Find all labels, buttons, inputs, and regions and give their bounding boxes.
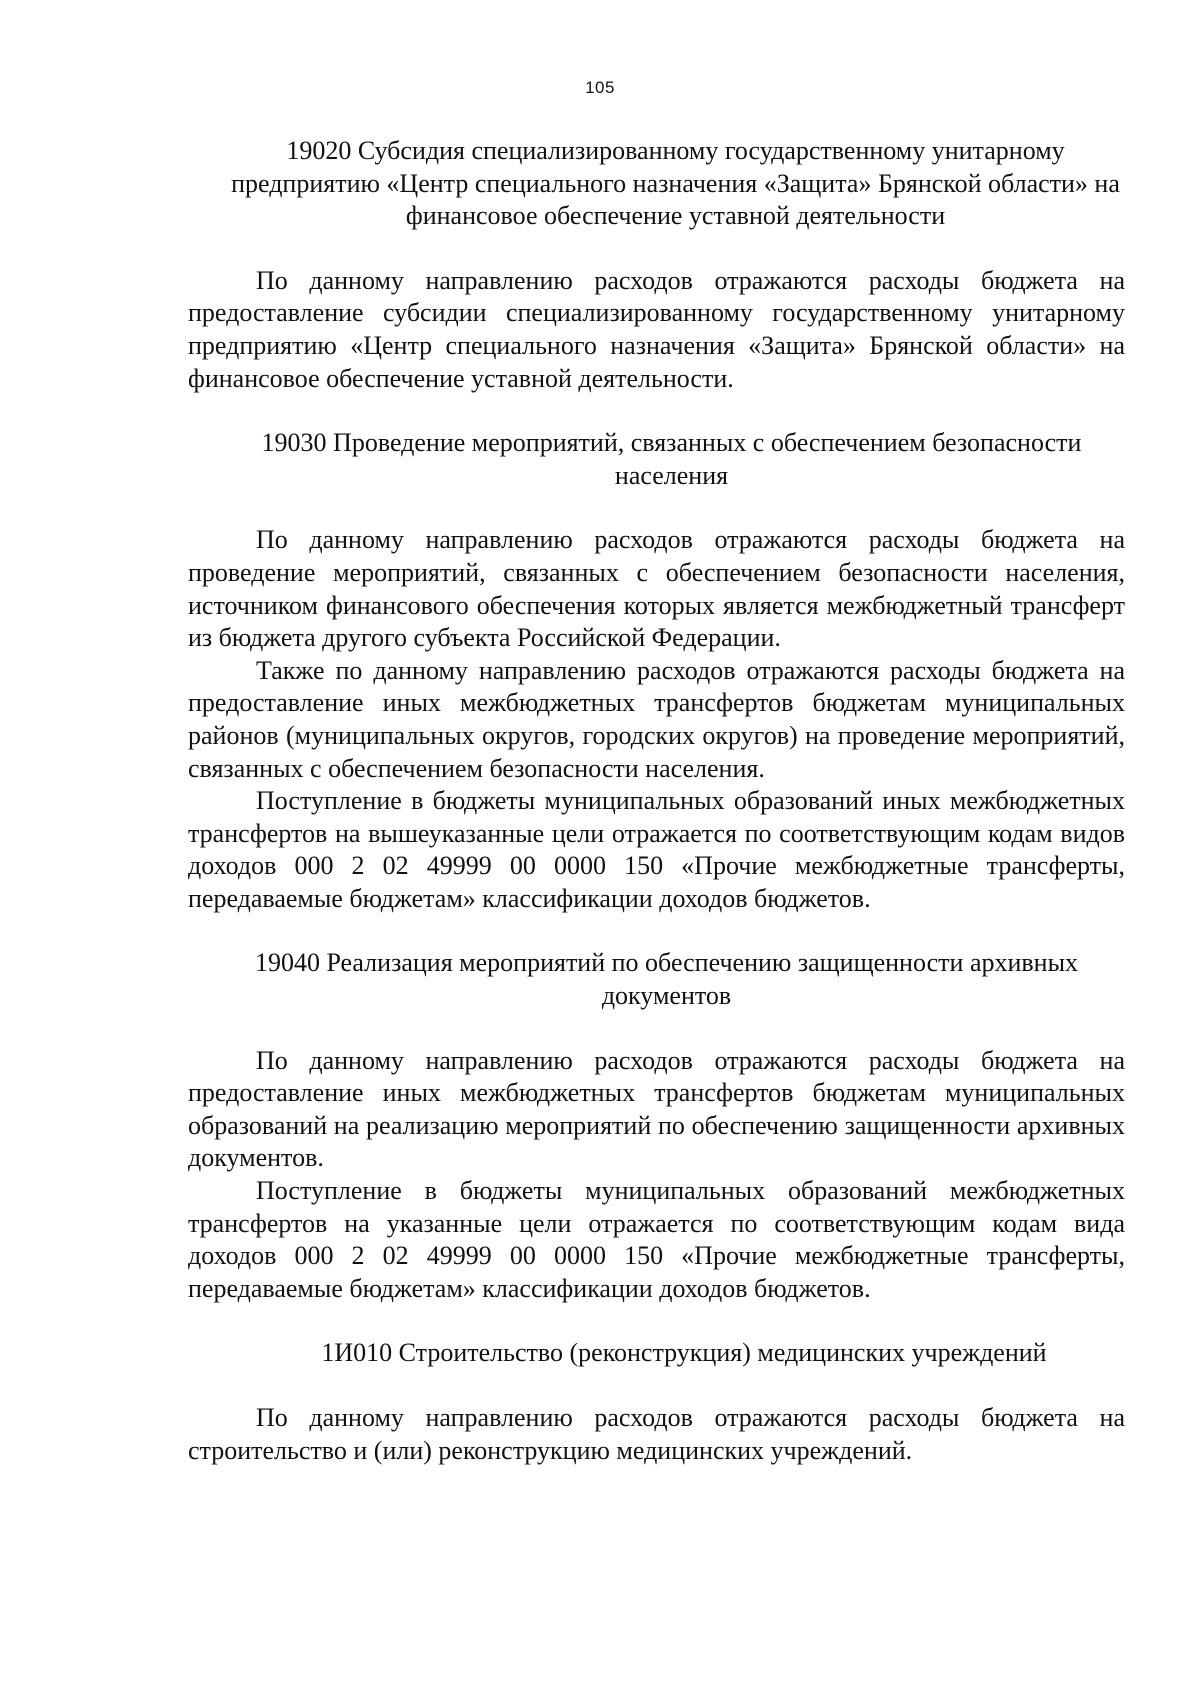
section-heading: 1И010 Строительство (реконструкция) медицинских учреждений (321, 1338, 1047, 1368)
paragraph: По данному направлению расходов отражаются расходы бюджета на строительство и (или) реконструкцию медицинских учреждений. (188, 1403, 1125, 1465)
paragraph: По данному направлению расходов отражаются расходы бюджета на проведение мероприятий, связанных с обеспечением безопасности населения, источником финансового обеспечения которых является межбюджетный трансферт из бюджета другого субъекта Российской Федерации. (188, 525, 1125, 653)
document-body (188, 135, 1125, 1467)
paragraph: По данному направлению расходов отражаются расходы бюджета на предоставление иных межбюджетных трансфертов бюджетам муниципальных образований на реализацию мероприятий по обеспечению защищенности архивных документов. (188, 1045, 1125, 1173)
section-19030 (188, 427, 1125, 915)
section-19040 (188, 947, 1125, 1305)
paragraph: Поступление в бюджеты муниципальных образований межбюджетных трансфертов на указанные цели отражается по соответствующим кодам вида доходов 000 2 02 49999 00 0000 150 «Прочие межбюджетные трансферты, передаваемые бюджетам» классификации доходов бюджетов. (188, 1176, 1125, 1303)
paragraph: Поступление в бюджеты муниципальных образований иных межбюджетных трансфертов на вышеуказанные цели отражается по соответствующим кодам видов доходов 000 2 02 49999 00 0000 150 «Прочие межбюджетные трансферты, передаваемые бюджетам» классификации доходов бюджетов. (188, 786, 1125, 913)
section-heading: 19020 Субсидия специализированному государственному унитарному предприятию «Центр специального назначения «Защита» Брянской области» на финансовое обеспечение уставной деятельности (231, 136, 1120, 231)
section-19020 (188, 135, 1125, 395)
section-1i010 (188, 1337, 1125, 1467)
paragraph: Также по данному направлению расходов отражаются расходы бюджета на предоставление иных межбюджетных трансфертов бюджетам муниципальных районов (муниципальных округов, городских округов) на проведение мероприятий, связанных с обеспечением безопасности населения. (188, 655, 1125, 783)
section-heading: 19030 Проведение мероприятий, связанных с обеспечением безопасности населения (261, 428, 1082, 490)
page-number: 105 (585, 78, 615, 97)
section-heading: 19040 Реализация мероприятий по обеспечению защищенности архивных документов (254, 948, 1079, 1011)
paragraph: По данному направлению расходов отражаются расходы бюджета на предоставление субсидии специализированному государственному унитарному предприятию «Центр специального назначения «Защита» Брянской области» на финансовое обеспечение уставной деятельности. (188, 265, 1125, 393)
